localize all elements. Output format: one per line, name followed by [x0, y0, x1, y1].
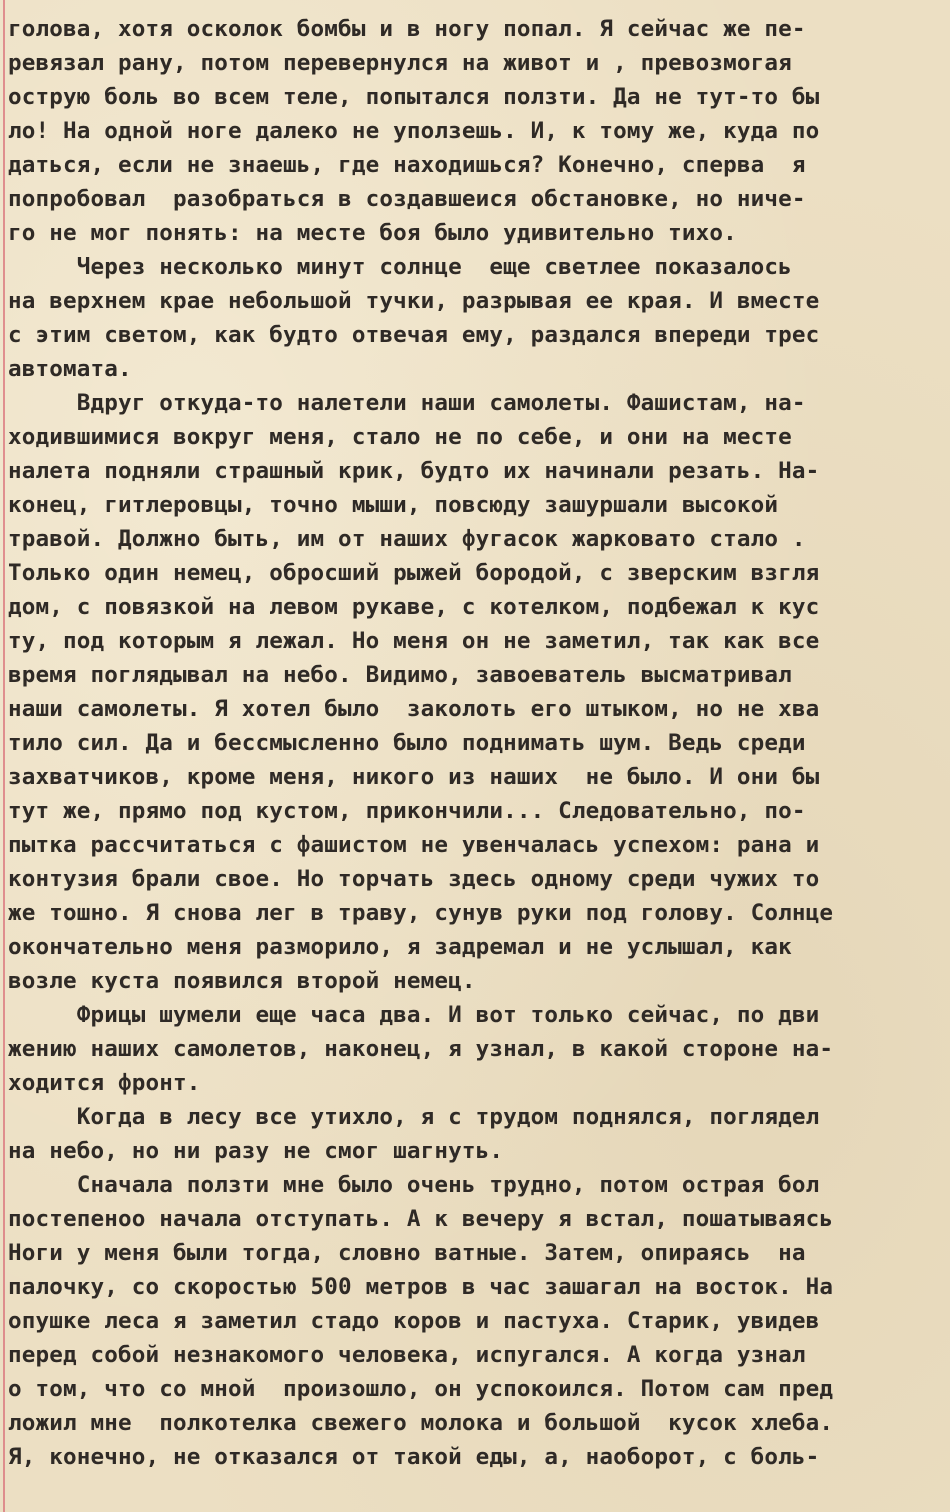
text-line: ложил мне полкотелка свежего молока и большой кусок хлеба.	[8, 1410, 834, 1436]
text-line: о том, что со мной произошло, он успокоился. Потом сам пред	[8, 1376, 834, 1402]
text-line: на верхнем крае небольшой тучки, разрывая ее края. И вместе	[8, 288, 820, 314]
text-line: дом, с повязкой на левом рукаве, с котелком, подбежал к кус	[8, 594, 820, 620]
text-line: с этим светом, как будто отвечая ему, раздался впереди трес	[8, 322, 820, 348]
text-line: автомата.	[8, 356, 132, 382]
text-line: Только один немец, обросший рыжей бородой, с зверским взгля	[8, 560, 820, 586]
text-line: тило сил. Да и бессмысленно было поднимать шум. Ведь среди	[8, 730, 806, 756]
text-line: Фрицы шумели еще часа два. И вот только сейчас, по дви	[8, 1002, 820, 1028]
text-line: ревязал рану, потом перевернулся на живот и , превозмогая	[8, 50, 792, 76]
text-line: налета подняли страшный крик, будто их начинали резать. На-	[8, 458, 820, 484]
text-line: возле куста появился второй немец.	[8, 968, 476, 994]
text-line: голова, хотя осколок бомбы и в ногу попал. Я сейчас же пе-	[8, 16, 806, 42]
text-line: жению наших самолетов, наконец, я узнал, в какой стороне на-	[8, 1036, 834, 1062]
text-line: травой. Должно быть, им от наших фугасок жарковато стало .	[8, 526, 806, 552]
text-line: Когда в лесу все утихло, я с трудом поднялся, поглядел	[8, 1104, 820, 1130]
text-line: захватчиков, кроме меня, никого из наших не было. И они бы	[8, 764, 820, 790]
text-line: палочку, со скоростью 500 метров в час зашагал на восток. На	[8, 1274, 834, 1300]
text-line: время поглядывал на небо. Видимо, завоеватель высматривал	[8, 662, 792, 688]
text-line: Ноги у меня были тогда, словно ватные. Затем, опираясь на	[8, 1240, 806, 1266]
text-line: ту, под которым я лежал. Но меня он не заметил, так как все	[8, 628, 820, 654]
text-line: даться, если не знаешь, где находишься? Конечно, сперва я	[8, 152, 806, 178]
text-line: контузия брали свое. Но торчать здесь одному среди чужих то	[8, 866, 820, 892]
text-line: ходившимися вокруг меня, стало не по себе, и они на месте	[8, 424, 792, 450]
text-line: Через несколько минут солнце еще светлее показалось	[8, 254, 792, 280]
text-line: постепеноо начала отступать. А к вечеру я встал, пошатываясь	[8, 1206, 834, 1232]
text-line: опушке леса я заметил стадо коров и пастуха. Старик, увидев	[8, 1308, 820, 1334]
text-line: тут же, прямо под кустом, прикончили... Следовательно, по-	[8, 798, 806, 824]
text-line: наши самолеты. Я хотел было заколоть его штыком, но не хва	[8, 696, 820, 722]
text-line: конец, гитлеровцы, точно мыши, повсюду зашуршали высокой	[8, 492, 779, 518]
text-line: Вдруг откуда-то налетели наши самолеты. Фашистам, на-	[8, 390, 806, 416]
text-line: острую боль во всем теле, попытался ползти. Да не тут-то бы	[8, 84, 820, 110]
text-line: же тошно. Я снова лег в траву, сунув руки под голову. Солнце	[8, 900, 834, 926]
text-line: на небо, но ни разу не смог шагнуть.	[8, 1138, 504, 1164]
text-line: окончательно меня разморило, я задремал и не услышал, как	[8, 934, 792, 960]
text-line: перед собой незнакомого человека, испугался. А когда узнал	[8, 1342, 806, 1368]
text-line: ло! На одной ноге далеко не уползешь. И, к тому же, куда по	[8, 118, 820, 144]
typed-text-body	[8, 12, 950, 1474]
text-line: попробовал разобраться в создавшеися обстановке, но ниче-	[8, 186, 806, 212]
text-line: пытка рассчитаться с фашистом не увенчалась успехом: рана и	[8, 832, 820, 858]
text-line: ходится фронт.	[8, 1070, 201, 1096]
text-line: Я, конечно, не отказался от такой еды, а, наоборот, с боль-	[8, 1444, 820, 1470]
margin-rule-line	[3, 0, 5, 1512]
text-line: Сначала ползти мне было очень трудно, потом острая бол	[8, 1172, 820, 1198]
text-line: го не мог понять: на месте боя было удивительно тихо.	[8, 220, 737, 246]
